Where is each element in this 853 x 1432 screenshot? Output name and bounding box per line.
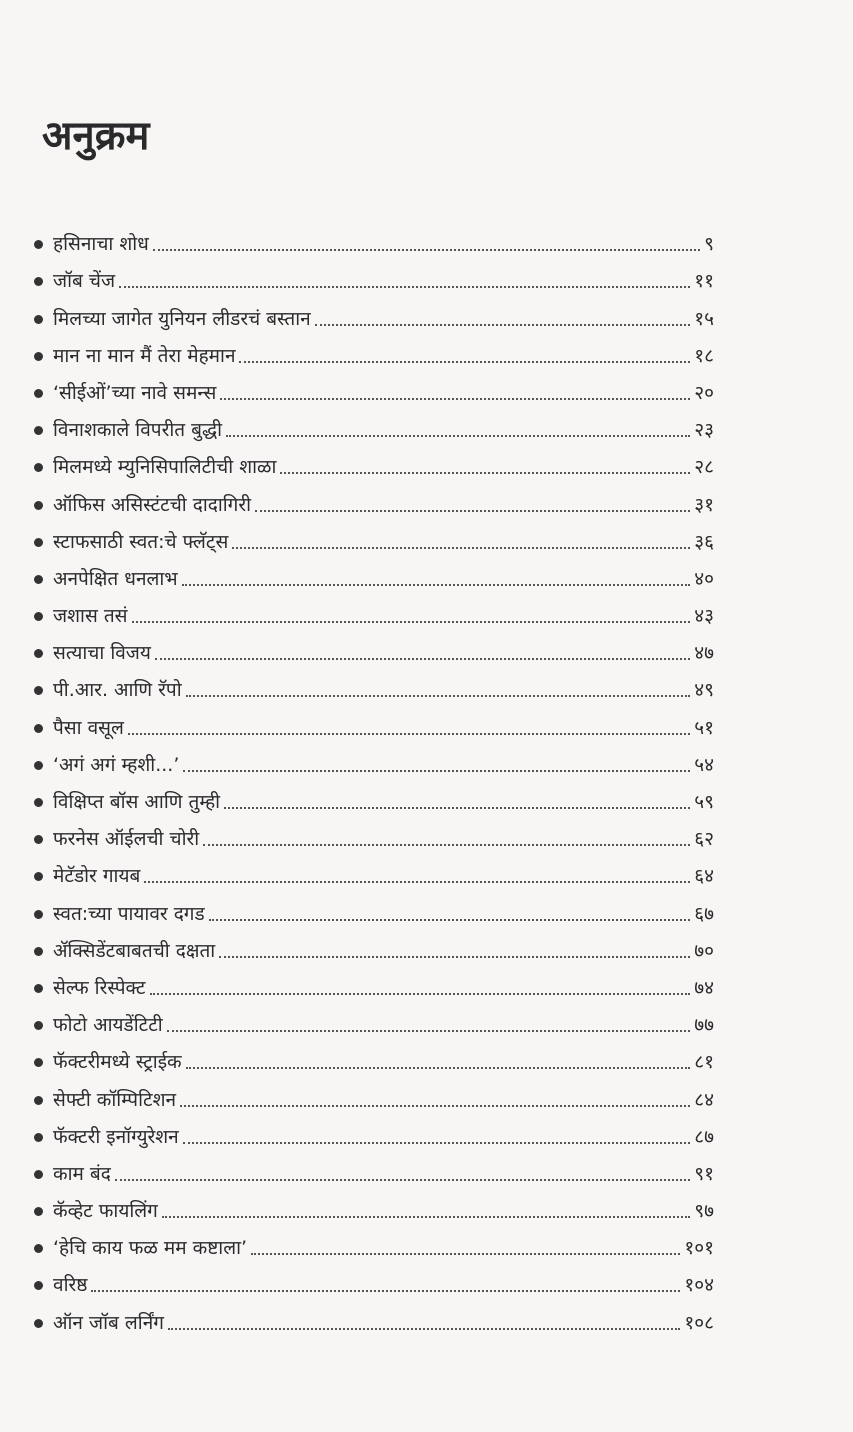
entry-title: अनपेक्षित धनलाभ: [53, 567, 178, 590]
dot-leader: [128, 733, 690, 735]
bullet-icon: [34, 538, 43, 547]
toc-entry: [34, 852, 714, 889]
dot-leader: [132, 621, 691, 623]
toc-entry: [34, 1150, 714, 1187]
page-number: ८१: [694, 1051, 714, 1074]
dot-leader: [168, 1328, 680, 1330]
dot-leader: [150, 993, 691, 995]
page-number: ९१: [694, 1162, 714, 1185]
entry-title: ऑन जॉब लर्निंग: [53, 1311, 164, 1334]
entry-title: सत्याचा विजय: [53, 642, 151, 665]
page-number: ४७: [694, 642, 714, 665]
bullet-icon: [34, 1244, 43, 1253]
toc-entry: [34, 369, 714, 406]
toc-entry: [34, 294, 714, 331]
toc-entry: [34, 257, 714, 294]
page-number: ६४: [694, 865, 714, 888]
bullet-icon: [34, 612, 43, 621]
page-number: १०४: [684, 1274, 714, 1297]
entry-title: काम बंद: [53, 1162, 111, 1185]
entry-title: मान ना मान मैं तेरा मेहमान: [53, 344, 236, 367]
entry-title: ऑफिस असिस्टंटची दादागिरी: [53, 493, 252, 516]
bullet-icon: [34, 575, 43, 584]
toc-entry: [34, 1187, 714, 1224]
toc-entry: [34, 555, 714, 592]
bullet-icon: [34, 872, 43, 881]
toc-entry: [34, 964, 714, 1001]
page-number: ७७: [694, 1014, 714, 1037]
toc-entry: [34, 927, 714, 964]
dot-leader: [255, 510, 690, 512]
toc-entry: [34, 518, 714, 555]
entry-title: मिलच्या जागेत युनियन लीडरचं बस्तान: [53, 307, 311, 330]
page-number: ३६: [694, 530, 714, 553]
bullet-icon: [34, 1207, 43, 1216]
dot-leader: [226, 435, 690, 437]
dot-leader: [232, 547, 690, 549]
bullet-icon: [34, 1170, 43, 1179]
dot-leader: [220, 398, 690, 400]
page-number: १५: [694, 307, 714, 330]
dot-leader: [162, 1216, 690, 1218]
toc-entry: [34, 1224, 714, 1261]
page-number: ५९: [694, 791, 714, 813]
dot-leader: [180, 1105, 690, 1107]
toc-entry: [34, 1001, 714, 1038]
toc-entry: [34, 332, 714, 369]
bullet-icon: [34, 686, 43, 695]
page-title: अनुक्रम: [42, 113, 150, 159]
toc-entry: [34, 592, 714, 629]
entry-title: पैसा वसूल: [53, 716, 124, 739]
page-number: ५४: [694, 753, 714, 776]
table-of-contents: [34, 220, 714, 1336]
dot-leader: [115, 1179, 690, 1181]
entry-title: मेटॅडोर गायब: [53, 865, 141, 888]
entry-title: जशास तसं: [53, 605, 128, 628]
dot-leader: [119, 286, 690, 288]
toc-entry: [34, 741, 714, 778]
page-number: ११: [694, 270, 714, 293]
toc-entry: [34, 778, 714, 815]
bullet-icon: [34, 240, 43, 249]
entry-title: फॅक्टरी इनॉग्युरेशन: [53, 1125, 179, 1148]
toc-entry: [34, 480, 714, 517]
bullet-icon: [34, 910, 43, 919]
entry-title: कॅव्हेट फायलिंग: [53, 1200, 158, 1223]
bullet-icon: [34, 1058, 43, 1067]
page-number: २३: [694, 419, 714, 442]
dot-leader: [315, 324, 691, 326]
bullet-icon: [34, 463, 43, 472]
toc-entry: [34, 815, 714, 852]
entry-title: हसिनाचा शोध: [53, 233, 149, 256]
toc-entry: [34, 220, 714, 257]
toc-entry: [34, 703, 714, 740]
toc-entry: [34, 889, 714, 926]
page-number: ७४: [694, 976, 714, 999]
bullet-icon: [34, 984, 43, 993]
bullet-icon: [34, 1319, 43, 1328]
bullet-icon: [34, 724, 43, 733]
dot-leader: [183, 1142, 691, 1144]
entry-title: विक्षिप्त बॉस आणि तुम्ही: [53, 791, 221, 813]
page-number: २०: [694, 381, 714, 404]
entry-title: स्वत:च्या पायावर दगड: [53, 902, 205, 925]
dot-leader: [167, 1030, 691, 1032]
dot-leader: [209, 919, 691, 921]
entry-title: जॉब चेंज: [53, 270, 116, 293]
bullet-icon: [34, 835, 43, 844]
page-number: १०८: [684, 1311, 714, 1334]
page-number: ९: [704, 233, 714, 256]
entry-title: फरनेस ऑईलची चोरी: [53, 828, 200, 851]
toc-entry: [34, 1298, 714, 1335]
toc-entry: [34, 443, 714, 480]
bullet-icon: [34, 1133, 43, 1142]
dot-leader: [186, 695, 691, 697]
entry-title: सेल्फ रिस्पेक्ट: [53, 976, 146, 999]
entry-title: वरिष्ठ: [53, 1274, 88, 1297]
entry-title: ‘सीईओं’च्या नावे समन्स: [53, 381, 217, 404]
dot-leader: [186, 1067, 691, 1069]
dot-leader: [144, 881, 690, 883]
dot-leader: [153, 249, 700, 251]
toc-entry: [34, 1113, 714, 1150]
page-number: २८: [694, 456, 714, 479]
entry-title: ‘हेचि काय फळ मम कष्टाला’: [53, 1237, 248, 1260]
page-number: ८७: [694, 1125, 714, 1148]
page-number: ७०: [694, 939, 714, 962]
toc-entry: [34, 1038, 714, 1075]
dot-leader: [155, 658, 690, 660]
bullet-icon: [34, 315, 43, 324]
bullet-icon: [34, 277, 43, 286]
dot-leader: [203, 844, 690, 846]
bullet-icon: [34, 501, 43, 510]
page-number: ६२: [694, 828, 714, 851]
page-number: १८: [694, 344, 714, 367]
bullet-icon: [34, 761, 43, 770]
bullet-icon: [34, 1096, 43, 1105]
bullet-icon: [34, 389, 43, 398]
entry-title: विनाशकाले विपरीत बुद्धी: [53, 419, 223, 442]
dot-leader: [182, 584, 691, 586]
entry-title: फॅक्टरीमध्ये स्ट्राईक: [53, 1051, 182, 1074]
entry-title: फोटो आयडेंटिटी: [53, 1014, 163, 1037]
bullet-icon: [34, 798, 43, 807]
dot-leader: [183, 770, 690, 772]
bullet-icon: [34, 947, 43, 956]
page-number: ९७: [694, 1200, 714, 1223]
page-number: ३१: [694, 493, 714, 516]
page-number: ८४: [694, 1088, 714, 1111]
bullet-icon: [34, 1281, 43, 1290]
page-number: ६७: [694, 902, 714, 925]
toc-entry: [34, 1261, 714, 1298]
dot-leader: [219, 956, 690, 958]
dot-leader: [91, 1290, 680, 1292]
bullet-icon: [34, 352, 43, 361]
toc-entry: [34, 629, 714, 666]
bullet-icon: [34, 1021, 43, 1030]
entry-title: स्टाफसाठी स्वत:चे फ्लॅट्स: [53, 530, 229, 553]
entry-title: सेफ्टी कॉम्पिटिशन: [53, 1088, 177, 1111]
dot-leader: [239, 361, 690, 363]
toc-entry: [34, 666, 714, 703]
dot-leader: [280, 472, 690, 474]
page-number: १०१: [684, 1237, 714, 1260]
bullet-icon: [34, 426, 43, 435]
bullet-icon: [34, 649, 43, 658]
page-number: ४३: [694, 605, 714, 628]
entry-title: पी.आर. आणि रॅपो: [53, 679, 182, 702]
dot-leader: [224, 807, 690, 809]
entry-title: ॲक्सिडेंटबाबतची दक्षता: [53, 939, 216, 962]
page-number: ४९: [694, 679, 714, 702]
page-number: ४०: [694, 567, 714, 590]
toc-entry: [34, 1075, 714, 1112]
page-number: ५१: [694, 716, 714, 739]
entry-title: मिलमध्ये म्युनिसिपालिटीची शाळा: [53, 456, 277, 479]
toc-entry: [34, 406, 714, 443]
dot-leader: [251, 1253, 680, 1255]
entry-title: ‘अगं अगं म्हशी...’: [53, 753, 180, 776]
